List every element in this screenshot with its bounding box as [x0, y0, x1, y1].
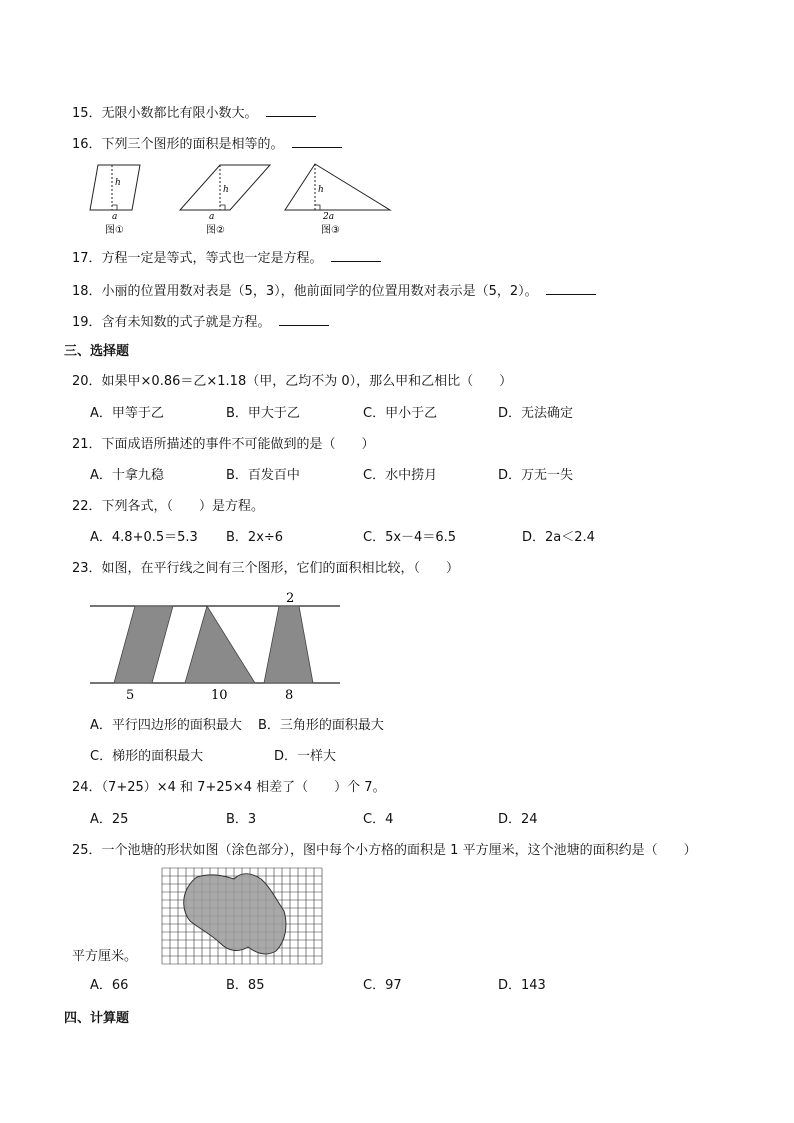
option-d[interactable]: D．一样大 [274, 749, 337, 764]
option-a[interactable]: A．甲等于乙 [90, 406, 164, 421]
caption: 图③ [321, 225, 340, 236]
option-d[interactable]: D．143 [498, 978, 546, 993]
q23-figure [88, 590, 343, 705]
question-20: 20．如果甲×0.86＝乙×1.18（甲，乙均不为 0），那么甲和乙相比（ ） [72, 374, 513, 389]
question-text: 15．无限小数都比有限小数大。 [72, 106, 258, 121]
answer-blank[interactable] [292, 135, 342, 148]
option-b[interactable]: B．3 [226, 812, 257, 827]
pond-grid-figure [160, 867, 325, 961]
option-b[interactable]: B．三角形的面积最大 [258, 718, 384, 733]
option-c[interactable]: C．水中捞月 [363, 468, 438, 483]
trapezoid-shape [264, 606, 313, 683]
option-d[interactable]: D．2a＜2.4 [522, 530, 595, 545]
question-21: 21．下面成语所描述的事件不可能做到的是（ ） [72, 437, 375, 452]
label-a: a [112, 212, 118, 222]
section-heading-4: 四、计算题 [64, 1011, 130, 1026]
question-22: 22．下列各式，（ ）是方程。 [72, 499, 265, 514]
answer-blank[interactable] [546, 282, 596, 295]
question-text: 18．小丽的位置用数对表是（5，3），他前面同学的位置用数对表示是（5，2）。 [72, 284, 538, 299]
option-c[interactable]: C．甲小于乙 [363, 406, 438, 421]
question-16 [72, 135, 342, 154]
option-c[interactable]: C．97 [363, 978, 402, 993]
label-h: h [318, 185, 324, 195]
label-h: h [223, 185, 229, 195]
option-a[interactable]: A．4.8+0.5＝5.3 [90, 530, 198, 545]
option-a[interactable]: A．66 [90, 978, 129, 993]
question-25: 25．一个池塘的形状如图（涂色部分），图中每个小方格的面积是 1 平方厘米，这个池塘的面积约是（ ） [72, 843, 697, 858]
triangle-shape [185, 606, 255, 683]
caption: 图① [105, 225, 124, 236]
parallelogram-shape [114, 606, 173, 683]
label-base-3: 8 [285, 688, 294, 703]
section-heading-3: 三、选择题 [64, 344, 130, 359]
option-d[interactable]: D．24 [498, 812, 538, 827]
question-text: 17．方程一定是等式，等式也一定是方程。 [72, 251, 323, 266]
option-b[interactable]: B．2x÷6 [226, 530, 284, 545]
answer-blank[interactable] [331, 249, 381, 262]
label-base-1: 5 [126, 688, 135, 703]
option-b[interactable]: B．甲大于乙 [226, 406, 300, 421]
option-d[interactable]: D．万无一失 [498, 468, 574, 483]
label-base-2: 10 [211, 688, 228, 703]
option-c[interactable]: C．4 [363, 812, 394, 827]
option-c[interactable]: C．梯形的面积最大 [90, 749, 204, 764]
label-h: h [115, 178, 121, 188]
question-text: 16．下列三个图形的面积是相等的。 [72, 137, 284, 152]
caption: 图② [206, 225, 225, 236]
label-a: a [209, 212, 215, 222]
option-b[interactable]: B．85 [226, 978, 265, 993]
question-24: 24．（7+25）×4 和 7+25×4 相差了（ ）个 7。 [72, 780, 386, 795]
question-text: 19．含有未知数的式子就是方程。 [72, 315, 271, 330]
option-c[interactable]: C．5x－4＝6.5 [363, 530, 456, 545]
option-a[interactable]: A．25 [90, 812, 129, 827]
triangle-shape [285, 164, 390, 210]
option-a[interactable]: A．十拿九稳 [90, 468, 164, 483]
option-d[interactable]: D．无法确定 [498, 406, 574, 421]
option-b[interactable]: B．百发百中 [226, 468, 300, 483]
question-25-tail: 平方厘米。 [72, 949, 138, 964]
question-17 [72, 249, 381, 268]
label-top: 2 [286, 591, 295, 606]
q16-figures [85, 160, 405, 240]
answer-blank[interactable] [279, 313, 329, 326]
option-a[interactable]: A．平行四边形的面积最大 [90, 718, 242, 733]
question-18 [72, 282, 596, 301]
label-2a: 2a [323, 212, 335, 222]
question-15 [72, 104, 316, 123]
question-23: 23．如图，在平行线之间有三个图形，它们的面积相比较，（ ） [72, 561, 460, 576]
answer-blank[interactable] [266, 104, 316, 117]
question-19 [72, 313, 329, 332]
pond-shape [184, 874, 286, 954]
